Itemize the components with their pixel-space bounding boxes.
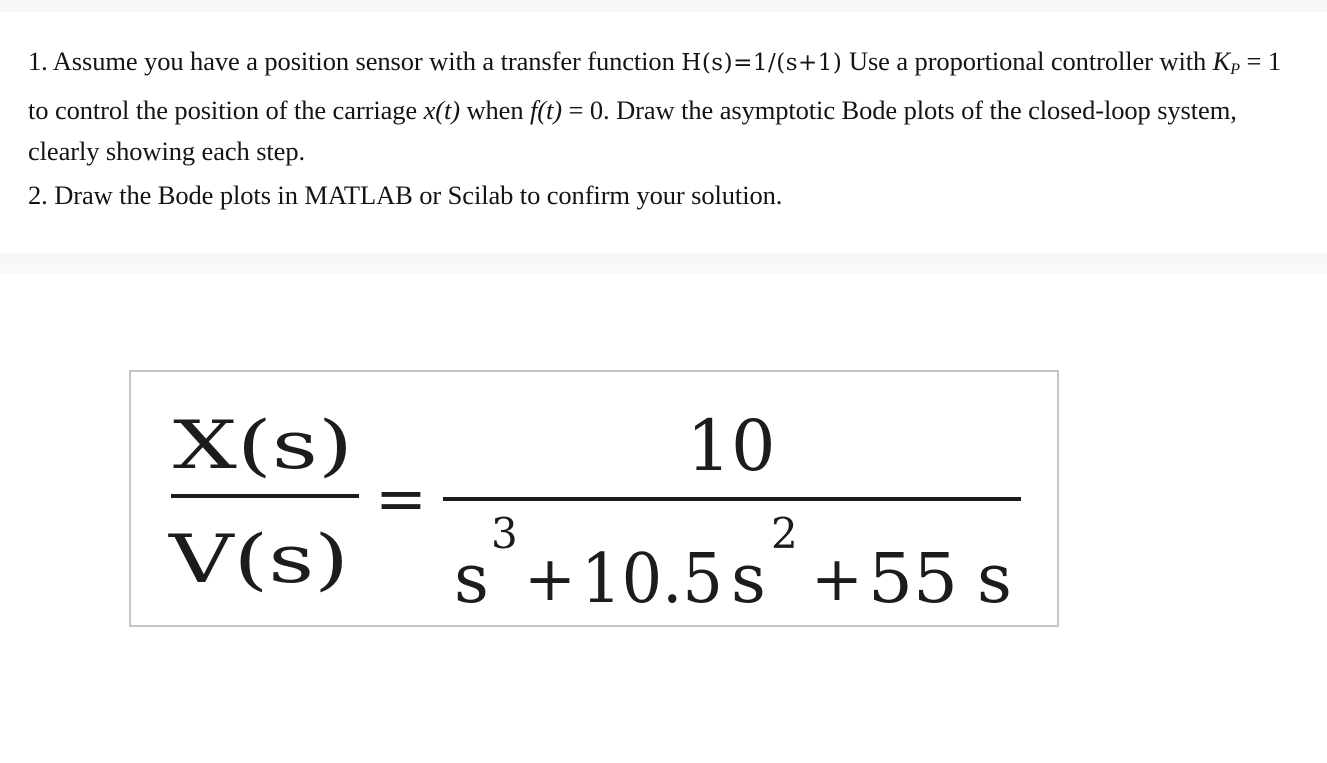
denom-coefficient-55: 55 bbox=[868, 540, 958, 619]
transfer-function-formula-box bbox=[129, 370, 1059, 627]
question-2-number: 2. bbox=[28, 180, 48, 210]
denom-plus-2: + bbox=[811, 542, 863, 615]
question-1-text-d: when bbox=[459, 95, 531, 125]
rhs-denominator bbox=[454, 509, 1012, 619]
denom-s-base: s bbox=[977, 540, 1012, 619]
question-1-text-c: = 1 to control the position of the carriage bbox=[28, 46, 1281, 125]
gain-symbol: K bbox=[1212, 46, 1231, 76]
denom-cubed-exponent: 3 bbox=[491, 509, 518, 558]
lhs-numerator: X(s) bbox=[173, 407, 353, 484]
lhs-denominator: V(s) bbox=[167, 521, 349, 598]
equals-sign: = bbox=[375, 462, 427, 535]
question-2 bbox=[28, 175, 1288, 216]
denom-s-squared-base: s bbox=[731, 540, 766, 619]
question-1-text-e: = 0. Draw the asymptotic Bode plots of the closed-loop system, clearly showing each step. bbox=[28, 95, 1237, 166]
transfer-function-formula bbox=[131, 372, 1057, 625]
denom-squared-exponent: 2 bbox=[771, 509, 798, 558]
top-band bbox=[0, 0, 1327, 12]
denom-plus-1: + bbox=[524, 542, 576, 615]
question-1-text-b: Use a proportional controller with bbox=[848, 46, 1213, 76]
question-1-number: 1. bbox=[28, 46, 48, 76]
question-1-text-a: Assume you have a position sensor with a transfer function bbox=[52, 46, 682, 76]
sensor-transfer-function: H(s)=1/(s+1) bbox=[681, 50, 843, 76]
question-1 bbox=[28, 41, 1288, 172]
force-variable: f(t) bbox=[530, 95, 563, 125]
denom-coefficient-10-5: 10.5 bbox=[581, 540, 723, 619]
rhs-numerator: 10 bbox=[686, 405, 776, 487]
question-2-text: Draw the Bode plots in MATLAB or Scilab to confirm your solution. bbox=[54, 180, 783, 210]
gain-subscript: P bbox=[1230, 61, 1240, 78]
section-divider-band bbox=[0, 254, 1327, 274]
denom-s-cubed-base: s bbox=[454, 540, 489, 619]
position-variable: x(t) bbox=[423, 95, 460, 125]
